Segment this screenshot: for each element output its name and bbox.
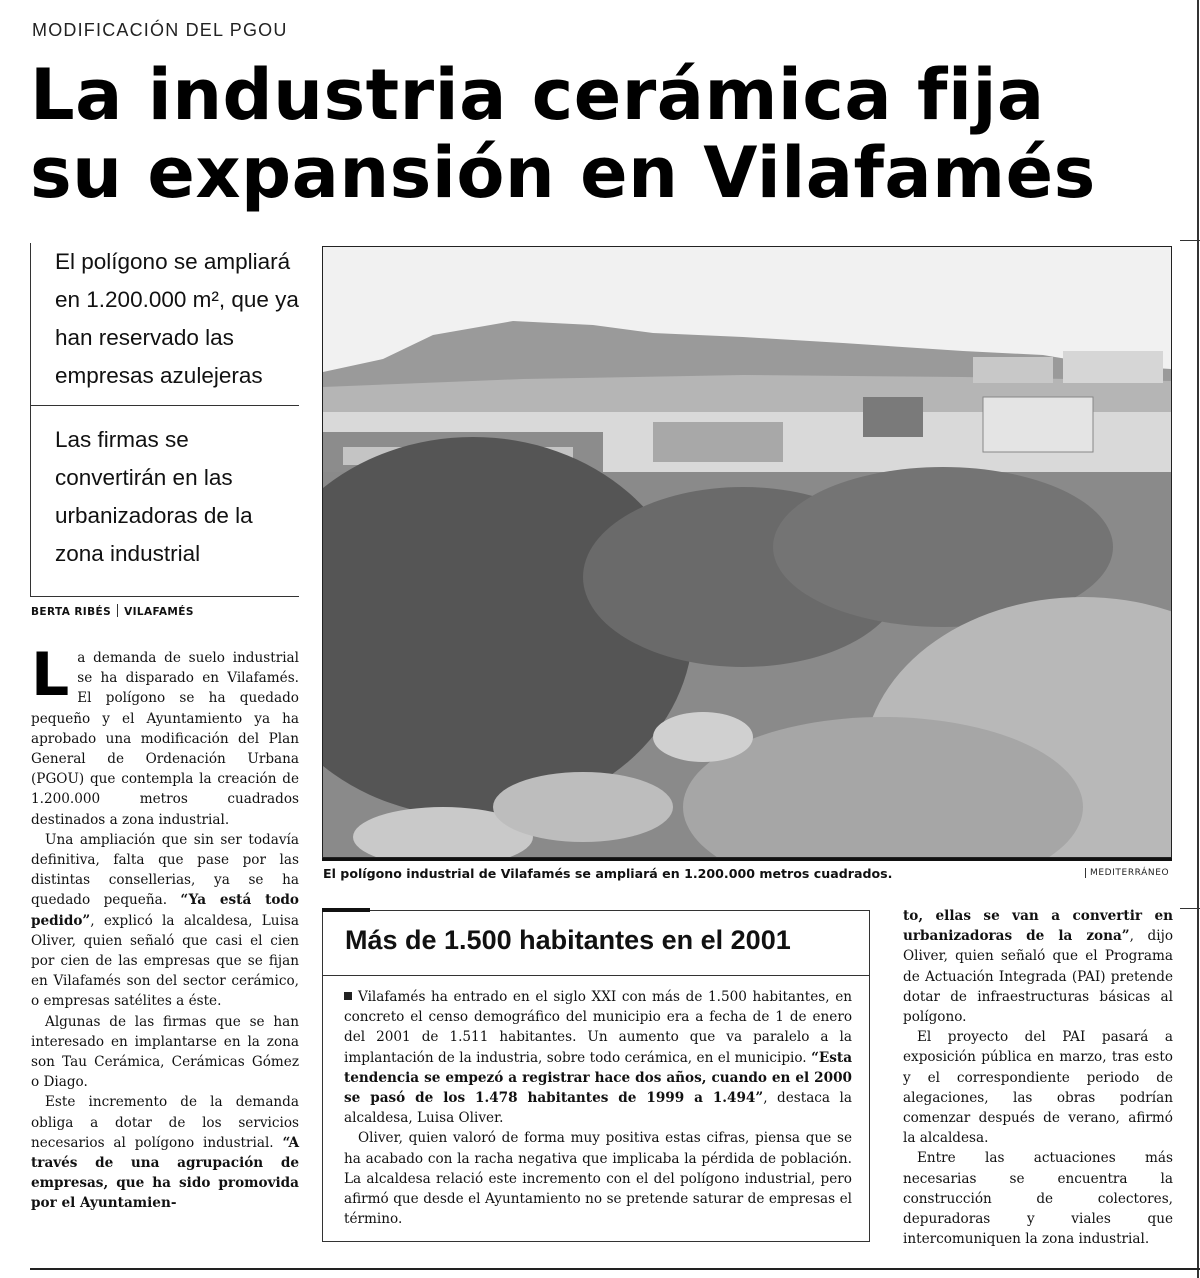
headline-line-2: su expansión en Vilafamés <box>30 132 1096 214</box>
article-photo <box>322 246 1172 858</box>
photo-caption: El polígono industrial de Vilafamés se ampliará en 1.200.000 metros cuadrados. <box>323 866 893 881</box>
article-column-3 <box>903 906 1173 1249</box>
subheadline-box <box>30 243 299 597</box>
paragraph-text: Una ampliación que sin ser todavía definitiva, falta que pase por las distintas consellerias, ya se ha quedado pequeña. <box>31 831 299 909</box>
landscape-photo-illustration <box>323 247 1171 857</box>
subheadline-bottom-rule <box>31 596 299 597</box>
article-paragraph: Entre las actuaciones más necesarias se encuentra la construcción de colectores, depuradoras y viales que intercomuniquen la zona industrial. <box>903 1150 1173 1248</box>
subheadline-2: Las firmas se convertirán en las urbanizadoras de la zona industrial <box>55 427 253 566</box>
article-paragraph: Algunas de las firmas que se han interesado en implantarse en la zona son Tau Cerámica, Cerámicas Gómez o Diago. <box>31 1013 299 1091</box>
photo-bottom-rule <box>322 858 1172 861</box>
quote-text: “Esta tendencia se empezó a registrar hace dos años, cuando en el 2000 se pasó de los 1.478 habitantes de 1999 a 1.494” <box>344 1049 852 1107</box>
drop-cap: L <box>31 640 70 710</box>
sidebar-body <box>344 987 852 1229</box>
headline <box>30 56 1180 212</box>
paragraph-text: , destaca la alcaldesa, Luisa Oliver. <box>344 1090 852 1127</box>
quote-text: to, ellas se van a convertir en urbanizadoras de la zona” <box>903 908 1173 945</box>
photo-credit: MEDITERRÁNEO <box>1085 868 1169 878</box>
column-tick <box>1180 240 1200 241</box>
byline-author: BERTA RIBÉS <box>31 606 112 618</box>
page-footer-rule <box>30 1268 1200 1270</box>
paragraph-text: , dijo Oliver, quien señaló que el Programa de Actuación Integrada (PAI) pretende dotar de infraestructuras básicas al polígono. <box>903 928 1174 1026</box>
byline-place: VILAFAMÉS <box>124 606 194 618</box>
paragraph-text: a demanda de suelo industrial se ha disparado en Vilafamés. El polígono se ha quedado pequeño y el Ayuntamiento ya ha aprobado una modificación del Plan General de Ordenación Urbana (PGOU) que contempla la creación de 1.200.000 metros cuadrados destinados a zona industrial. <box>31 650 299 828</box>
byline <box>31 604 194 618</box>
article-paragraph <box>31 830 299 1012</box>
article-paragraph <box>903 906 1173 1027</box>
paragraph-text: Vilafamés ha entrado en el siglo XXI con más de 1.500 habitantes, en concreto el censo demográfico del municipio era a fecha de 1 de enero del 2001 de 1.511 habitantes. Un aumento que va paralelo a la implantación de la industria, sobre todo cerámica, en el municipio. <box>344 989 852 1066</box>
sidebar-box <box>322 910 870 1242</box>
paragraph-text: , explicó la alcaldesa, Luisa Oliver, quien señaló que casi el cien por cien de las empresas que se fijan en Vilafamés son del sector cerámico, o empresas satélites a éste. <box>31 912 299 1010</box>
subheadline-1: El polígono se ampliará en 1.200.000 m², que ya han reservado las empresas azulejeras <box>55 249 299 388</box>
paragraph-text: Este incremento de la demanda obliga a dotar de los servicios necesarios al polígono industrial. <box>31 1094 299 1151</box>
sidebar-title-rule <box>323 975 869 976</box>
page-right-border <box>1197 0 1199 1278</box>
section-label: MODIFICACIÓN DEL PGOU <box>32 20 288 40</box>
sidebar-title: Más de 1.500 habitantes en el 2001 <box>345 925 791 955</box>
byline-separator <box>117 604 118 617</box>
column-tick <box>1180 908 1200 909</box>
headline-line-1: La industria cerámica fija <box>30 54 1045 136</box>
article-paragraph <box>31 640 299 830</box>
article-paragraph <box>31 1092 299 1213</box>
quote-text: “Ya está todo pedido” <box>31 892 299 929</box>
sidebar-paragraph <box>344 987 852 1128</box>
sidebar-paragraph: Oliver, quien valoró de forma muy positiva estas cifras, piensa que se ha acabado con la racha negativa que implicaba la pérdida de población. La alcaldesa relació este incremento con el del polígono industrial, pero afirmó que desde el Ayuntamiento no se pretende saturar de empresas el término. <box>344 1130 852 1228</box>
quote-text: “A través de una agrupación de empresas, que ha sido promovida por el Ayuntamien- <box>31 1134 299 1212</box>
sidebar-accent-bar <box>322 908 370 912</box>
subheadline-divider <box>31 405 299 406</box>
article-column-1 <box>31 640 299 1214</box>
article-paragraph: El proyecto del PAI pasará a exposición pública en marzo, tras esto y el correspondiente periodo de alegaciones, las obras podrían comenzar después de verano, afirmó la alcaldesa. <box>903 1029 1173 1147</box>
bullet-square-icon <box>344 992 352 1000</box>
